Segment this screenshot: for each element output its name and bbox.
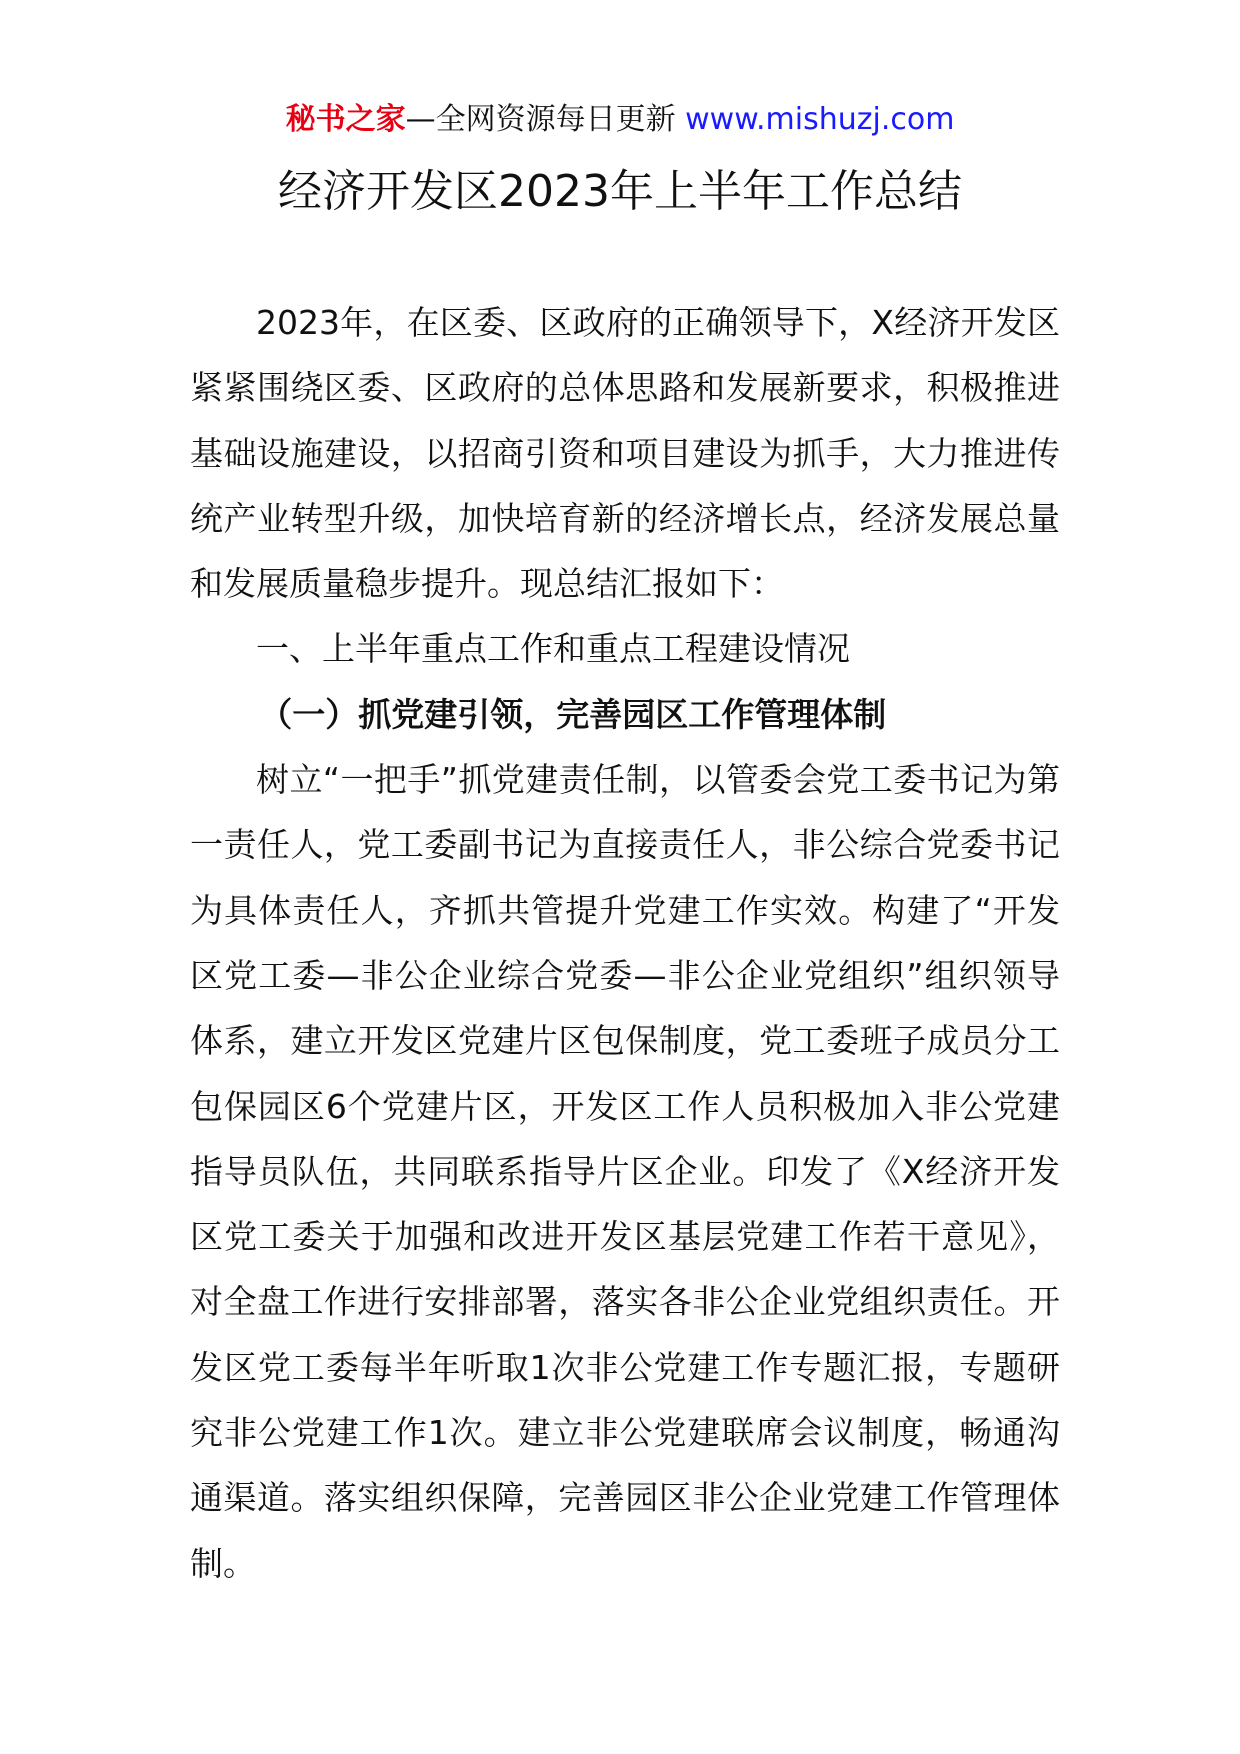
site-url-link[interactable]: www.mishuzj.com [685, 102, 955, 137]
site-header [0, 100, 1240, 140]
subsection-heading: （一）抓党建引领，完善园区工作管理体制 [259, 694, 887, 734]
brand-name: 秘书之家 [285, 102, 406, 137]
document-body [190, 290, 1060, 1596]
intro-paragraph: 2023年，在区委、区政府的正确领导下，X经济开发区紧紧围绕区委、区政府的总体思路和发展新要求，积极推进基础设施建设，以招商引资和项目建设为抓手，大力推进传统产业转型升级，加快培育新的经济增长点，经济发展总量和发展质量稳步提升。现总结汇报如下： [190, 303, 1060, 604]
body-paragraph: 树立“一把手”抓党建责任制，以管委会党工委书记为第一责任人，党工委副书记为直接责任人，非公综合党委书记为具体责任人，齐抓共管提升党建工作实效。构建了“开发区党工委—非公企业综合党委—非公企业党组织”组织领导体系，建立开发区党建片区包保制度，党工委班子成员分工包保园区6个党建片区，开发区工作人员积极加入非公党建指导员队伍，共同联系指导片区企业。印发了《X经济开发区党工委关于加强和改进开发区基层党建工作若干意见》，对全盘工作进行安排部署，落实各非公企业党组织责任。开发区党工委每半年听取1次非公党建工作专题汇报，专题研究非公党建工作1次。建立非公党建联席会议制度，畅通沟通渠道。落实组织保障，完善园区非公企业党建工作管理体制。 [190, 760, 1060, 1583]
section-heading: 一、上半年重点工作和重点工程建设情况 [256, 629, 850, 669]
header-slogan: —全网资源每日更新 [405, 102, 686, 137]
document-title: 经济开发区2023年上半年工作总结 [278, 166, 962, 217]
